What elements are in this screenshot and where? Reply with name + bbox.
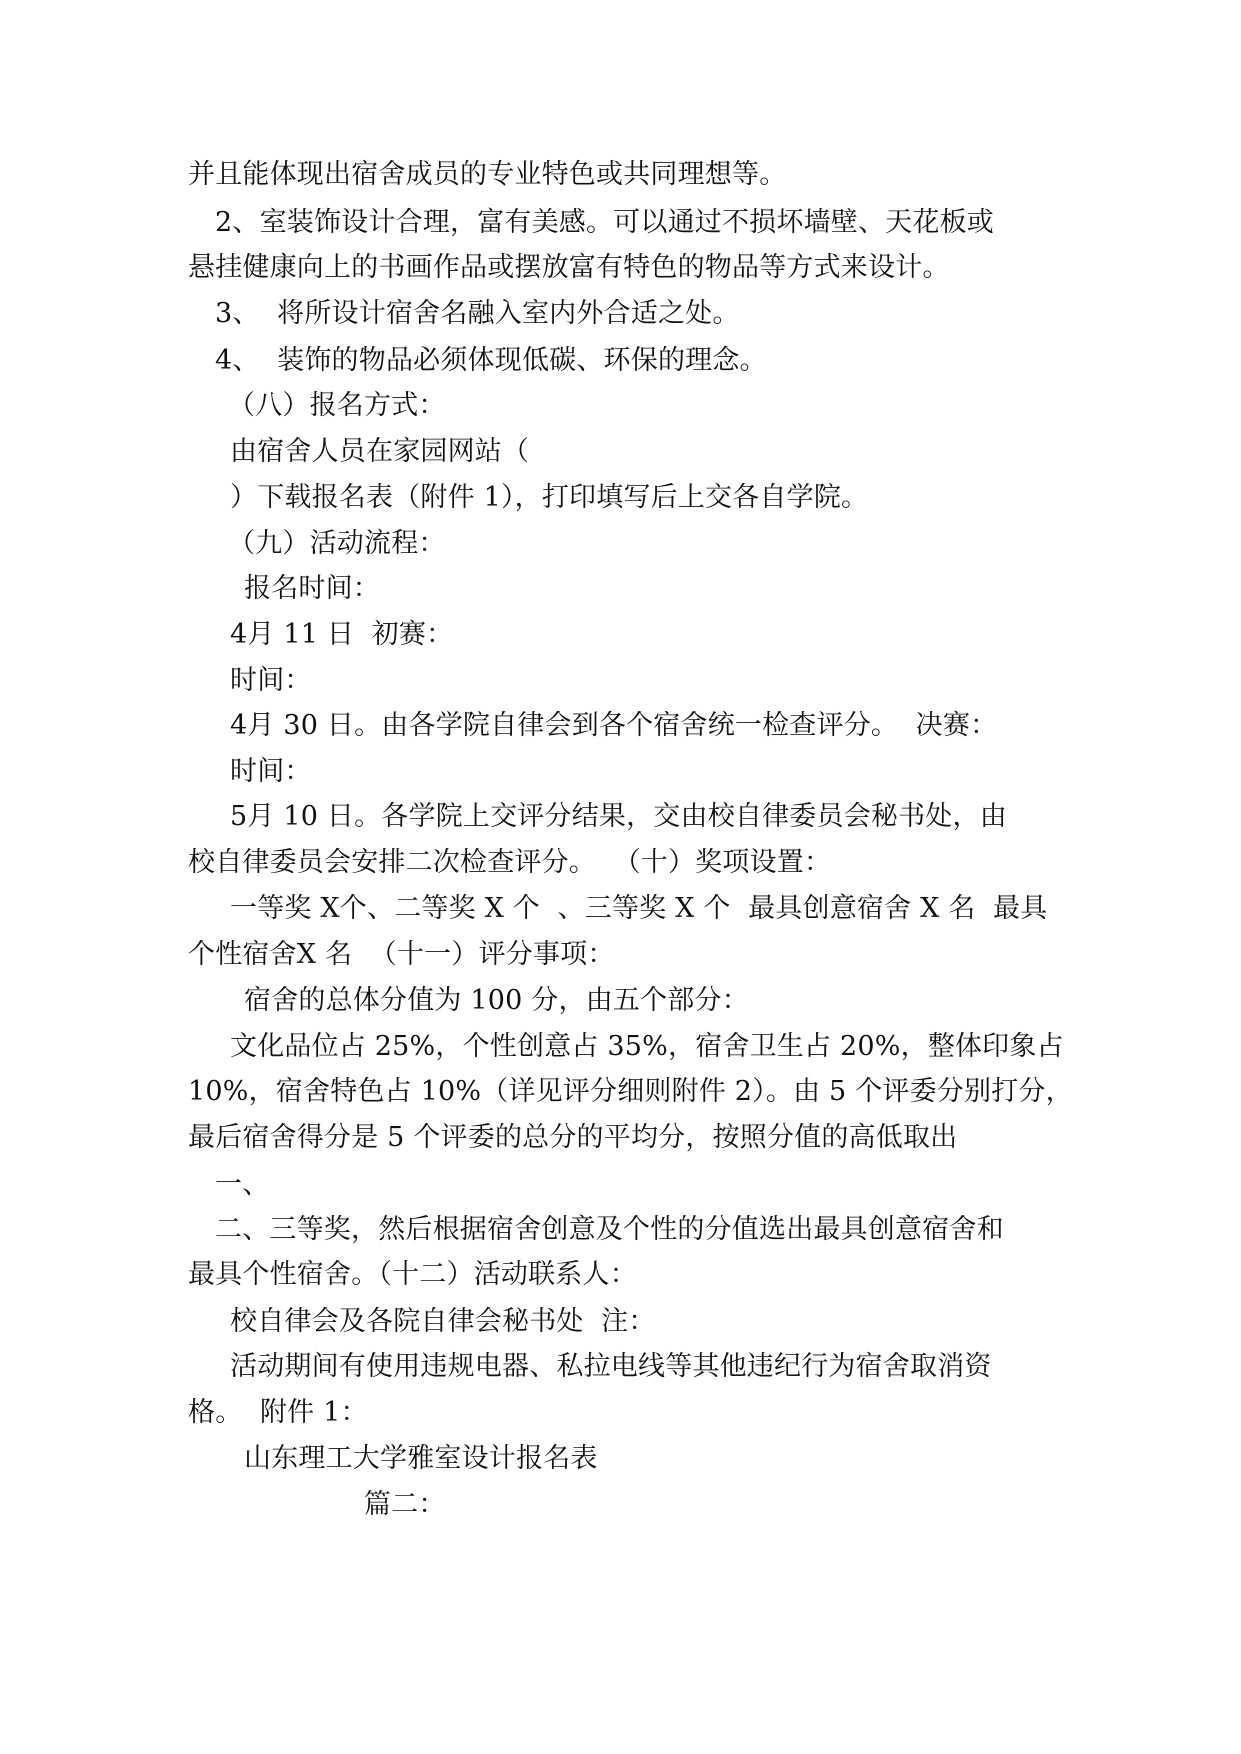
- section-heading: （八）报名方式：: [228, 390, 446, 421]
- text-line: 二、三等奖，然后根据宿舍创意及个性的分值选出最具创意宿舍和: [215, 1214, 1004, 1245]
- section-heading: （九）活动流程：: [228, 528, 446, 559]
- text-line: ）下载报名表（附件 1），打印填写后上交各自学院。: [230, 482, 869, 513]
- text-line: 一、: [215, 1169, 270, 1200]
- text-line: 时间：: [230, 665, 312, 696]
- text-line: 2、室装饰设计合理，富有美感。可以通过不损坏墙壁、天花板或: [215, 207, 994, 238]
- text-line: 由宿舍人员在家园网站（: [230, 436, 530, 467]
- section-heading: 篇二：: [364, 1489, 446, 1520]
- text-line: 悬挂健康向上的书画作品或摆放富有特色的物品等方式来设计。: [188, 252, 950, 283]
- text-line: 并且能体现出宿舍成员的专业特色或共同理想等。: [188, 159, 787, 190]
- text-line: 4、 装饰的物品必须体现低碳、环保的理念。: [215, 345, 767, 376]
- text-line: 活动期间有使用违规电器、私拉电线等其他违纪行为宿舍取消资: [230, 1351, 992, 1382]
- text-line: 最具个性宿舍。（十二）活动联系人：: [188, 1259, 637, 1290]
- text-line: 时间：: [230, 756, 312, 787]
- text-line: 格。 附件 1：: [188, 1397, 368, 1428]
- text-line: 4月 11 日 初赛：: [230, 619, 454, 650]
- form-title: 山东理工大学雅室设计报名表: [244, 1443, 598, 1474]
- text-line: 5月 10 日。各学院上交评分结果，交由校自律委员会秘书处，由: [230, 801, 1007, 832]
- text-line: 最后宿舍得分是 5 个评委的总分的平均分，按照分值的高低取出: [188, 1122, 958, 1153]
- text-line: 校自律委员会安排二次检查评分。 （十）奖项设置：: [188, 847, 832, 878]
- text-line: 校自律会及各院自律会秘书处 注：: [230, 1306, 656, 1337]
- text-line: 报名时间：: [244, 573, 380, 604]
- text-line: 一等奖 X个、二等奖 X 个 、三等奖 X 个 最具创意宿舍 X 名 最具: [230, 893, 1048, 924]
- text-line: 10%，宿舍特色占 10%（详见评分细则附件 2）。由 5 个评委分别打分，: [188, 1076, 1073, 1107]
- text-line: 个性宿舍X 名 （十一）评分事项：: [188, 939, 615, 970]
- text-line: 4月 30 日。由各学院自律会到各个宿舍统一检查评分。 决赛：: [230, 710, 998, 741]
- text-line: 3、 将所设计宿舍名融入室内外合适之处。: [215, 298, 740, 329]
- text-line: 宿舍的总体分值为 100 分，由五个部分：: [244, 985, 749, 1016]
- text-line: 文化品位占 25%，个性创意占 35%，宿舍卫生占 20%，整体印象占: [230, 1031, 1064, 1062]
